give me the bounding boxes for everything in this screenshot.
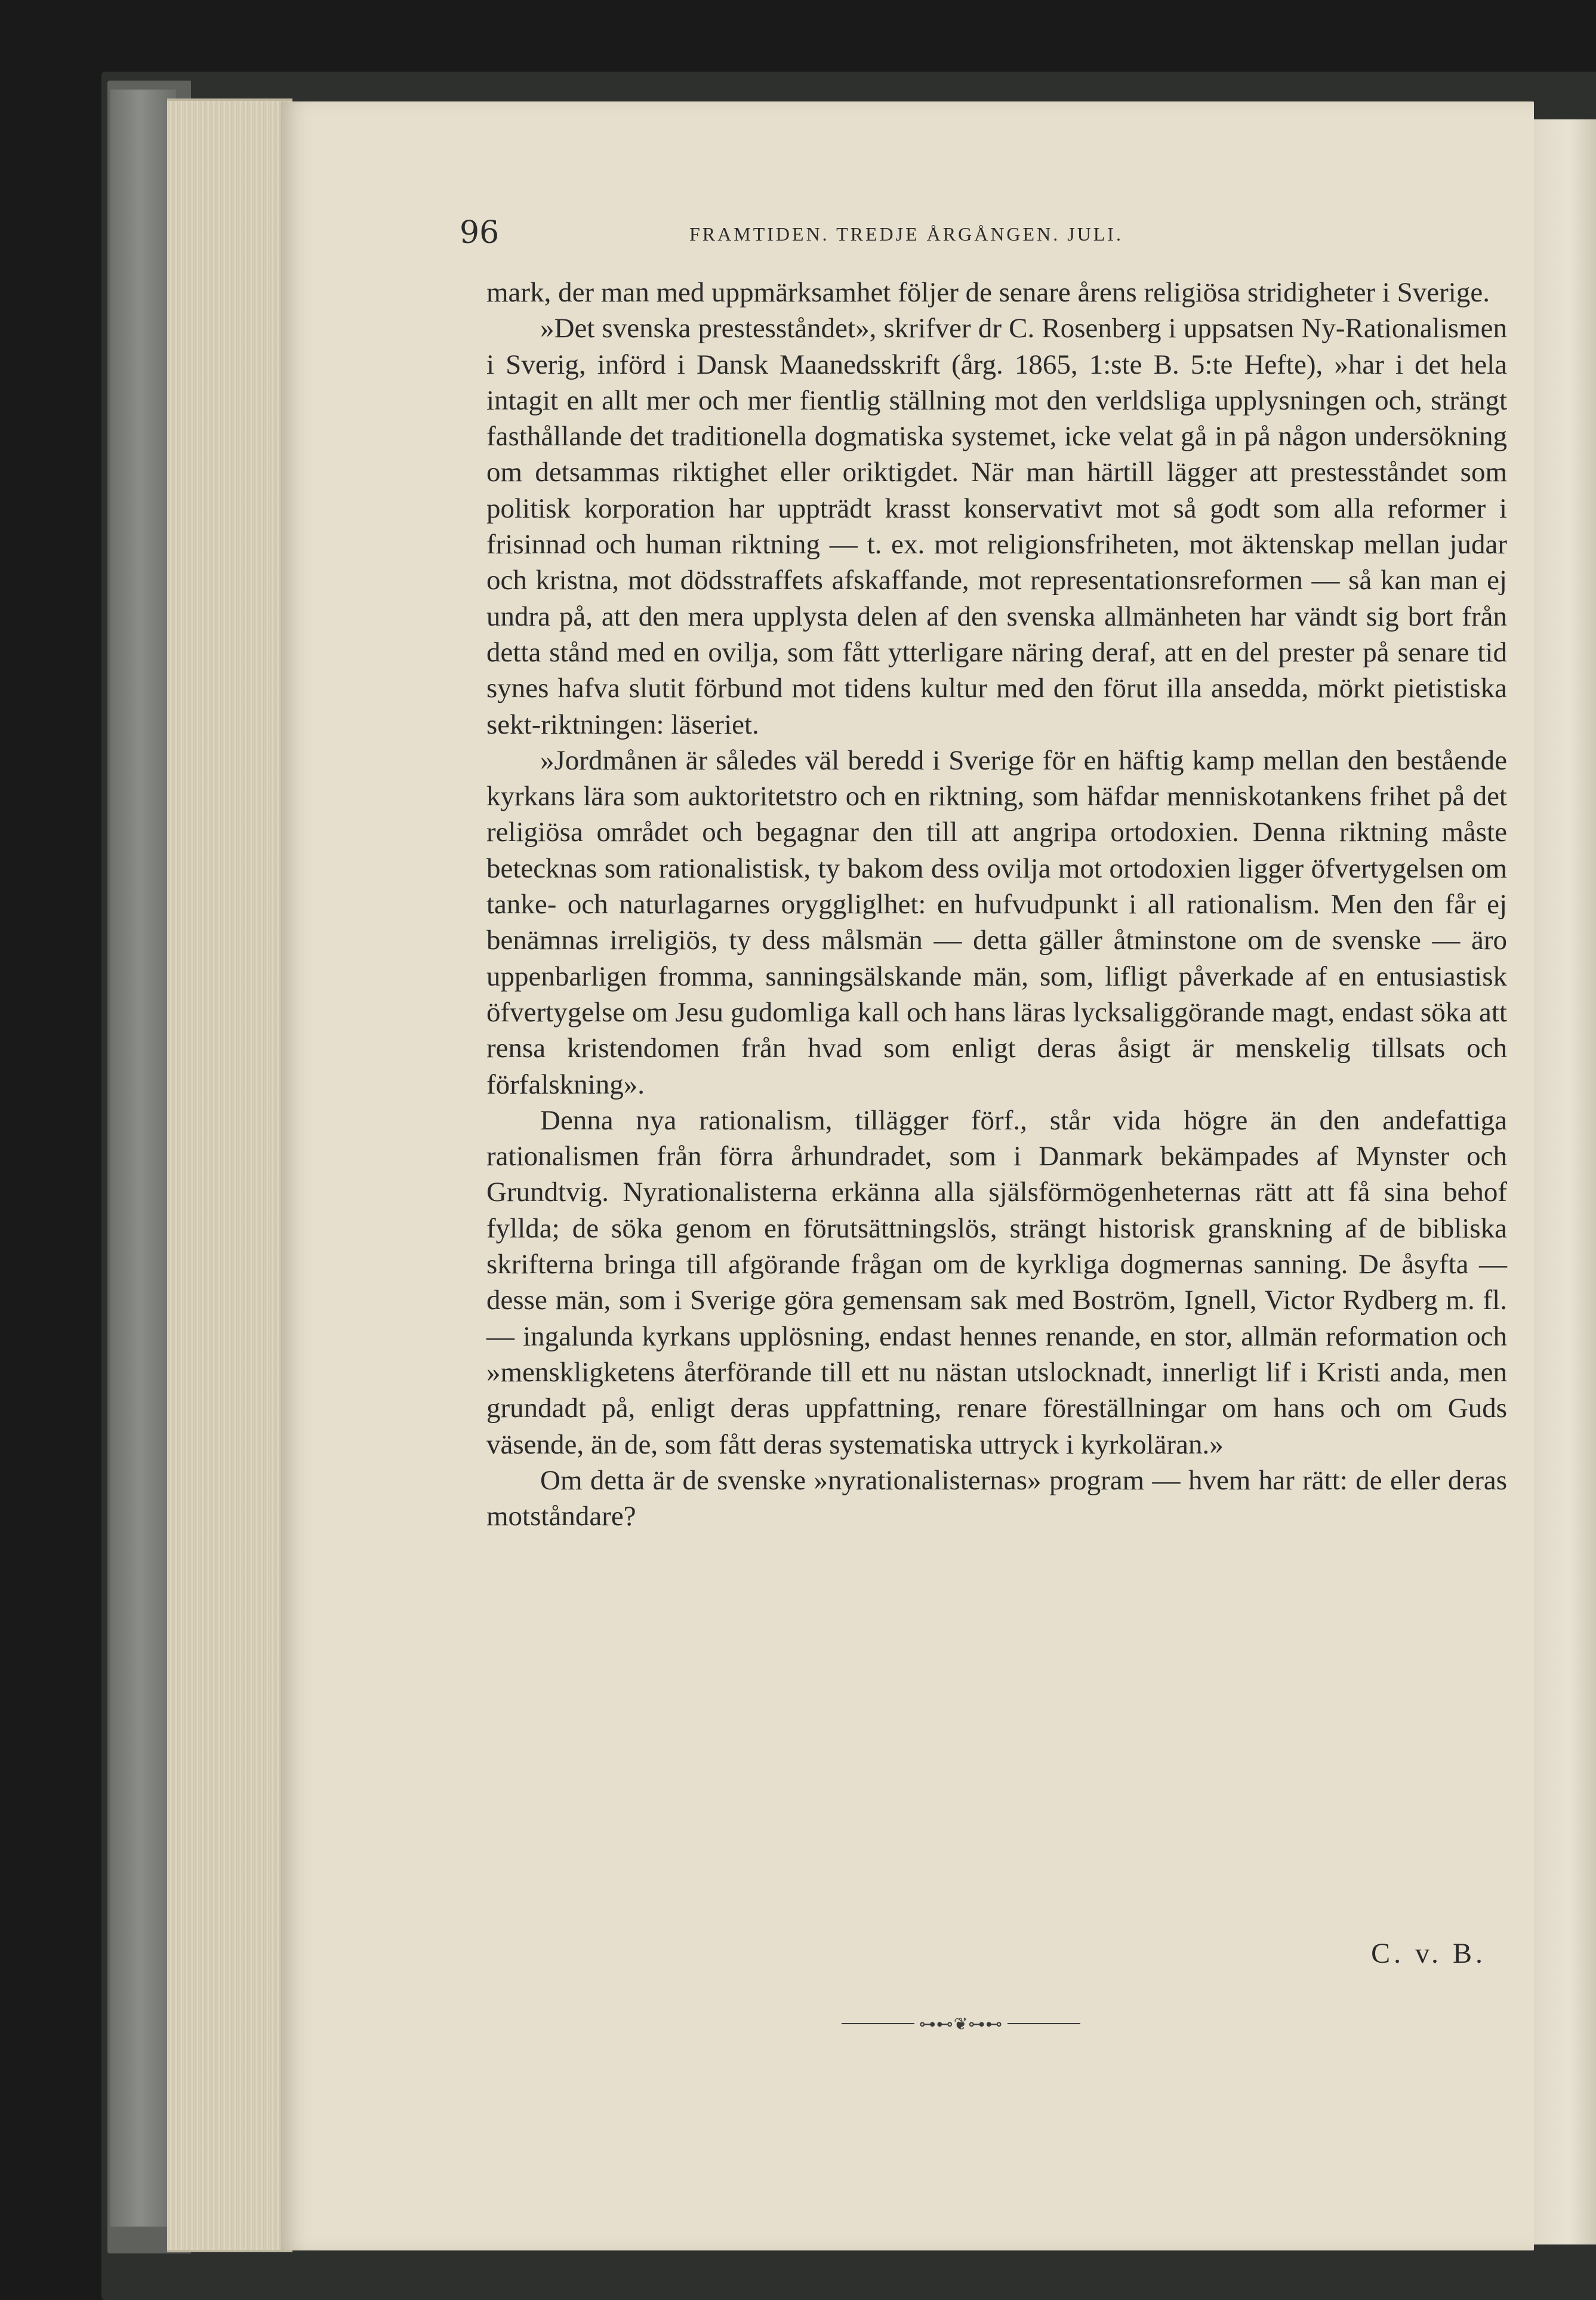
page-number: 96 (460, 215, 500, 251)
author-signature: C. v. B. (1371, 1938, 1486, 1969)
paragraph-2: »Det svenska prestesståndet», skrifver dr C. Rosenberg i uppsatsen Ny-Rationalismen i Sverig, införd i Dansk Maanedsskrift (årg. 1865, 1:ste B. 5:te Hefte), »har i det hela intagit en allt mer och mer fientlig ställning mot den verldsliga upplysningen och, strängt fasthållande det traditionella dogmatiska systemet, icke velat gå in på någon undersökning om detsammas riktighet eller oriktigdet. När man härtill lägger att prestesståndet som politisk korporation har uppträdt krasst konservativt mot så godt som alla reformer i frisinnad och human riktning — t. ex. mot religionsfriheten, mot äktenskap mellan judar och kristna, mot dödsstraffets afskaffande, mot representationsreformen — så kan man ej undra på, att den mera upplysta delen af den svenska allmänheten har vändt sig bort från detta stånd med en ovilja, som fått ytterligare näring deraf, att en del prester på senare tid synes hafva slutit förbund mot tidens kultur med den förut illa ansedda, mörkt pietistiska sekt-riktningen: läseriet. (486, 313, 1507, 740)
running-head: FRAMTIDEN. TREDJE ÅRGÅNGEN. JULI. (689, 223, 1123, 245)
facing-page-edge (1528, 119, 1596, 2244)
paragraph-3: »Jordmånen är således väl beredd i Sverige för en häftig kamp mellan den bestående kyrkans lära som auktoritetstro och en riktning, som häfdar menniskotankens frihet på det religiösa området och begagnar den till att angripa ortodoxien. Denna riktning måste betecknas som rationalistisk, ty bakom dess ovilja mot ortodoxien ligger öfvertygelsen om tanke- och naturlagarnes oryggliglhet: en hufvudpunkt i all rationalism. Men den får ej benämnas irreligiös, ty dess målsmän — detta gäller åtminstone om de svenske — äro uppenbarligen fromma, sanningsälskande män, som, lifligt påverkade af en entusiastisk öfvertygelse om Jesu gudomliga kall och hans läras lycksaliggörande magt, endast söka att rensa kristendomen från hvad som enligt deras åsigt är menskelig tillsats och förfalskning». (486, 744, 1507, 1100)
ornament-rule-left (842, 2023, 914, 2024)
page-header (460, 215, 1510, 263)
paragraph-1: mark, der man med uppmärksamhet följer de senare årens religiösa stridigheter i Sverige. (486, 277, 1490, 308)
paragraph-4: Denna nya rationalism, tillägger förf., står vida högre än den andefattiga rationalismen från förra århundradet, som i Danmark bekämpades af Mynster och Grundtvig. Nyrationalisterna erkänna alla själsförmögenheternas rätt att få sina behof fyllda; de söka genom en förutsättningslös, strängt historisk granskning af de bibliska skrifterna bringa till afgörande frågan om de kyrkliga dogmernas sanning. De åsyfta — desse män, som i Sverige göra gemensam sak med Boström, Ignell, Victor Rydberg m. fl. — ingalunda kyrkans upplösning, endast hennes renande, en stor, allmän reformation och »menskligketens återförande till ett nu nästan utslocknadt, innerligt lif i Kristi anda, men grundadt på, enligt deras uppfattning, renare föreställningar om hans och om Guds väsende, än de, som fått deras systematiska uttryck i kyrkoläran.» (486, 1104, 1507, 1460)
page-stack-edges (167, 98, 292, 2252)
body-text (486, 275, 1507, 1534)
paragraph-5: Om detta är de svenske »nyrationalisternas» program — hvem har rätt: de eller deras motståndare? (486, 1464, 1507, 1532)
ornament-rule-right (1007, 2023, 1080, 2024)
ornament-knot-icon: ⊶⊷❦⊶⊷ (919, 2013, 1003, 2034)
book-page (281, 101, 1534, 2250)
book-spine-leather (110, 90, 176, 2227)
section-end-ornament (842, 2012, 1080, 2036)
